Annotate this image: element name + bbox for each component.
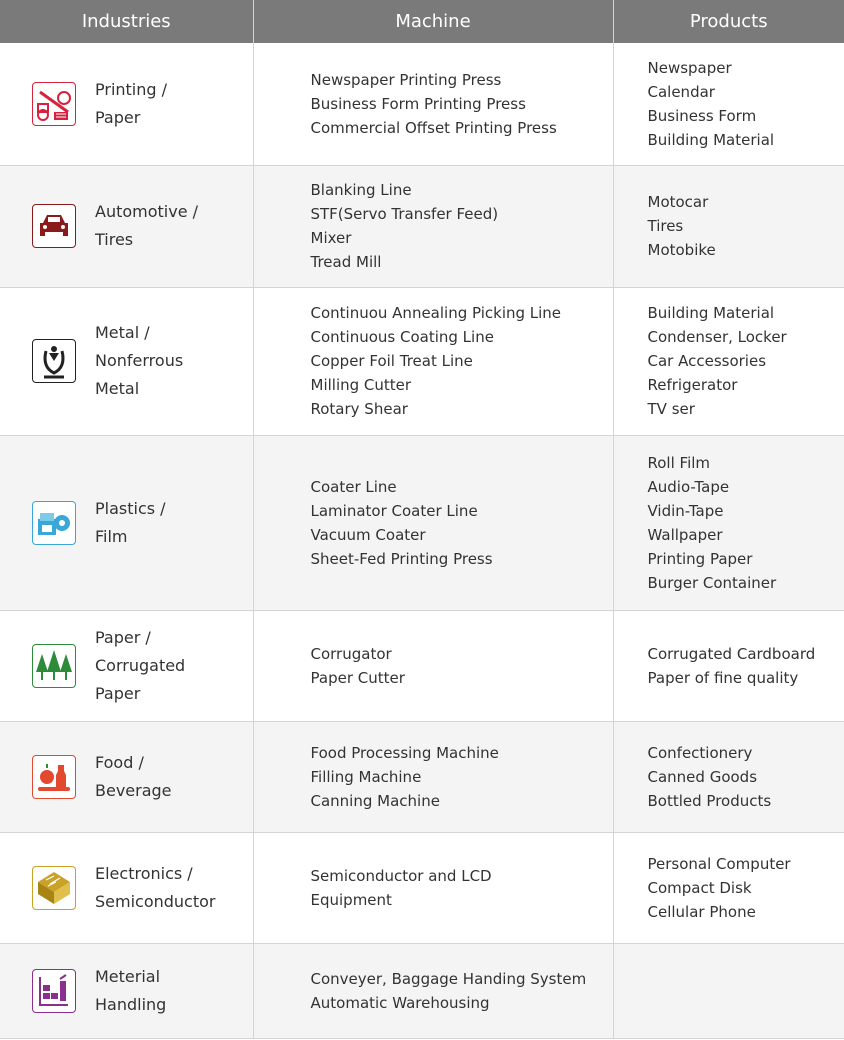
table-row (0, 287, 844, 435)
machine-item: Mixer (310, 229, 352, 247)
products-cell (613, 287, 844, 435)
machine-item: Semiconductor and LCD (310, 866, 492, 885)
machine-item: Automatic Warehousing (310, 993, 490, 1012)
industry-label-line: Plastics / (95, 498, 166, 518)
product-item: Tires (647, 217, 684, 235)
machine-item: Milling Cutter (310, 376, 412, 394)
industry-label-line: Paper / (95, 627, 151, 647)
industry-label-line: Beverage (95, 780, 172, 800)
trees-icon (32, 644, 76, 688)
industry-label (95, 749, 172, 805)
product-item: Corrugated Cardboard (647, 644, 816, 663)
industry-label-line: Paper (95, 107, 141, 127)
machine-item: STF(Servo Transfer Feed) (310, 205, 499, 223)
printing-press-icon (32, 82, 76, 126)
industry-cell (0, 435, 253, 610)
table-row (0, 43, 844, 165)
machine-item: Paper Cutter (310, 668, 405, 687)
product-item: Building Material (647, 130, 775, 149)
header-row (0, 0, 844, 43)
industry-label-line: Handling (95, 994, 167, 1014)
industry-label (95, 76, 167, 132)
industry-cell (0, 610, 253, 721)
industry-label (95, 624, 185, 708)
machine-cell (253, 287, 613, 435)
industry-cell (0, 165, 253, 287)
machine-item: Corrugator (310, 644, 392, 663)
machine-cell (253, 165, 613, 287)
circuit-board-icon (32, 866, 76, 910)
machine-item: Coater Line (310, 477, 397, 496)
product-item: Compact Disk (647, 878, 752, 897)
product-item: Car Accessories (647, 352, 767, 370)
product-item: TV ser (647, 400, 695, 418)
machine-item: Commercial Offset Printing Press (310, 118, 557, 137)
machine-item: Rotary Shear (310, 400, 408, 418)
table-row (0, 832, 844, 943)
product-item: Business Form (647, 106, 757, 125)
machine-item: Filling Machine (310, 767, 422, 786)
metal-ladle-icon (32, 339, 76, 383)
industry-cell (0, 943, 253, 1038)
products-cell (613, 832, 844, 943)
product-item: Calendar (647, 82, 715, 101)
product-item: Refrigerator (647, 376, 738, 394)
machine-item: Vacuum Coater (310, 525, 426, 544)
product-item: Canned Goods (647, 767, 758, 786)
machine-item: Continuous Coating Line (310, 328, 494, 346)
product-item: Burger Container (647, 573, 777, 592)
product-item: Wallpaper (647, 525, 723, 544)
product-item: Printing Paper (647, 549, 753, 568)
industry-label-line: Metal (95, 379, 140, 398)
industry-label (95, 319, 183, 403)
product-item: Condenser, Locker (647, 328, 787, 346)
product-item: Building Material (647, 304, 775, 322)
products-cell (613, 435, 844, 610)
product-item: Bottled Products (647, 791, 772, 810)
food-bottle-icon (32, 755, 76, 799)
industry-label-line: Film (95, 526, 128, 546)
machine-item: Newspaper Printing Press (310, 70, 502, 89)
machine-item: Tread Mill (310, 253, 382, 271)
machine-cell (253, 943, 613, 1038)
industry-label-line: Printing / (95, 79, 168, 99)
products-cell (613, 43, 844, 165)
product-item: Motobike (647, 241, 716, 259)
industry-label-line: Paper (95, 683, 141, 703)
industry-label-line: Automotive / (95, 202, 199, 221)
industry-label-line: Meterial (95, 966, 161, 986)
product-item: Personal Computer (647, 854, 791, 873)
machine-item: Copper Foil Treat Line (310, 352, 473, 370)
machine-item: Continuou Annealing Picking Line (310, 304, 562, 322)
machine-item: Business Form Printing Press (310, 94, 526, 113)
industry-label-line: Semiconductor (95, 891, 216, 911)
machine-item: Blanking Line (310, 181, 412, 199)
industry-cell (0, 287, 253, 435)
industry-label-line: Electronics / (95, 863, 193, 883)
warehouse-rack-icon (32, 969, 76, 1013)
industry-label (95, 198, 198, 254)
machine-item: Food Processing Machine (310, 743, 499, 762)
industry-label-line: Metal / (95, 323, 150, 342)
product-item: Newspaper (647, 58, 732, 77)
industry-cell (0, 721, 253, 832)
products-cell (613, 165, 844, 287)
machine-cell (253, 721, 613, 832)
machine-item: Sheet-Fed Printing Press (310, 549, 493, 568)
industry-cell (0, 832, 253, 943)
machine-item: Laminator Coater Line (310, 501, 478, 520)
product-item: Cellular Phone (647, 902, 756, 921)
header-machine: Machine (253, 0, 613, 43)
plastic-film-icon (32, 501, 76, 545)
machine-item: Canning Machine (310, 791, 440, 810)
industry-label-line: Food / (95, 752, 144, 772)
machine-item: Conveyer, Baggage Handing System (310, 969, 587, 988)
table-row (0, 943, 844, 1038)
machine-cell (253, 435, 613, 610)
industry-cell (0, 43, 253, 165)
table-row (0, 435, 844, 610)
car-icon (32, 204, 76, 248)
table-row (0, 165, 844, 287)
machine-item: Equipment (310, 890, 392, 909)
table-row (0, 610, 844, 721)
industry-label-line: Tires (95, 230, 134, 249)
industry-label (95, 860, 216, 916)
machine-cell (253, 832, 613, 943)
header-industries: Industries (0, 0, 253, 43)
product-item: Vidin-Tape (647, 501, 724, 520)
industry-label-line: Nonferrous (95, 351, 184, 370)
industry-label (95, 495, 166, 551)
products-cell (613, 610, 844, 721)
machine-cell (253, 43, 613, 165)
industry-label (95, 963, 166, 1019)
machine-cell (253, 610, 613, 721)
products-cell (613, 721, 844, 832)
table-row (0, 721, 844, 832)
product-item: Audio-Tape (647, 477, 730, 496)
products-cell (613, 943, 844, 1038)
product-item: Motocar (647, 193, 709, 211)
product-item: Confectionery (647, 743, 753, 762)
industry-label-line: Corrugated (95, 655, 186, 675)
product-item: Roll Film (647, 453, 711, 472)
product-item: Paper of fine quality (647, 668, 799, 687)
header-products: Products (613, 0, 844, 43)
